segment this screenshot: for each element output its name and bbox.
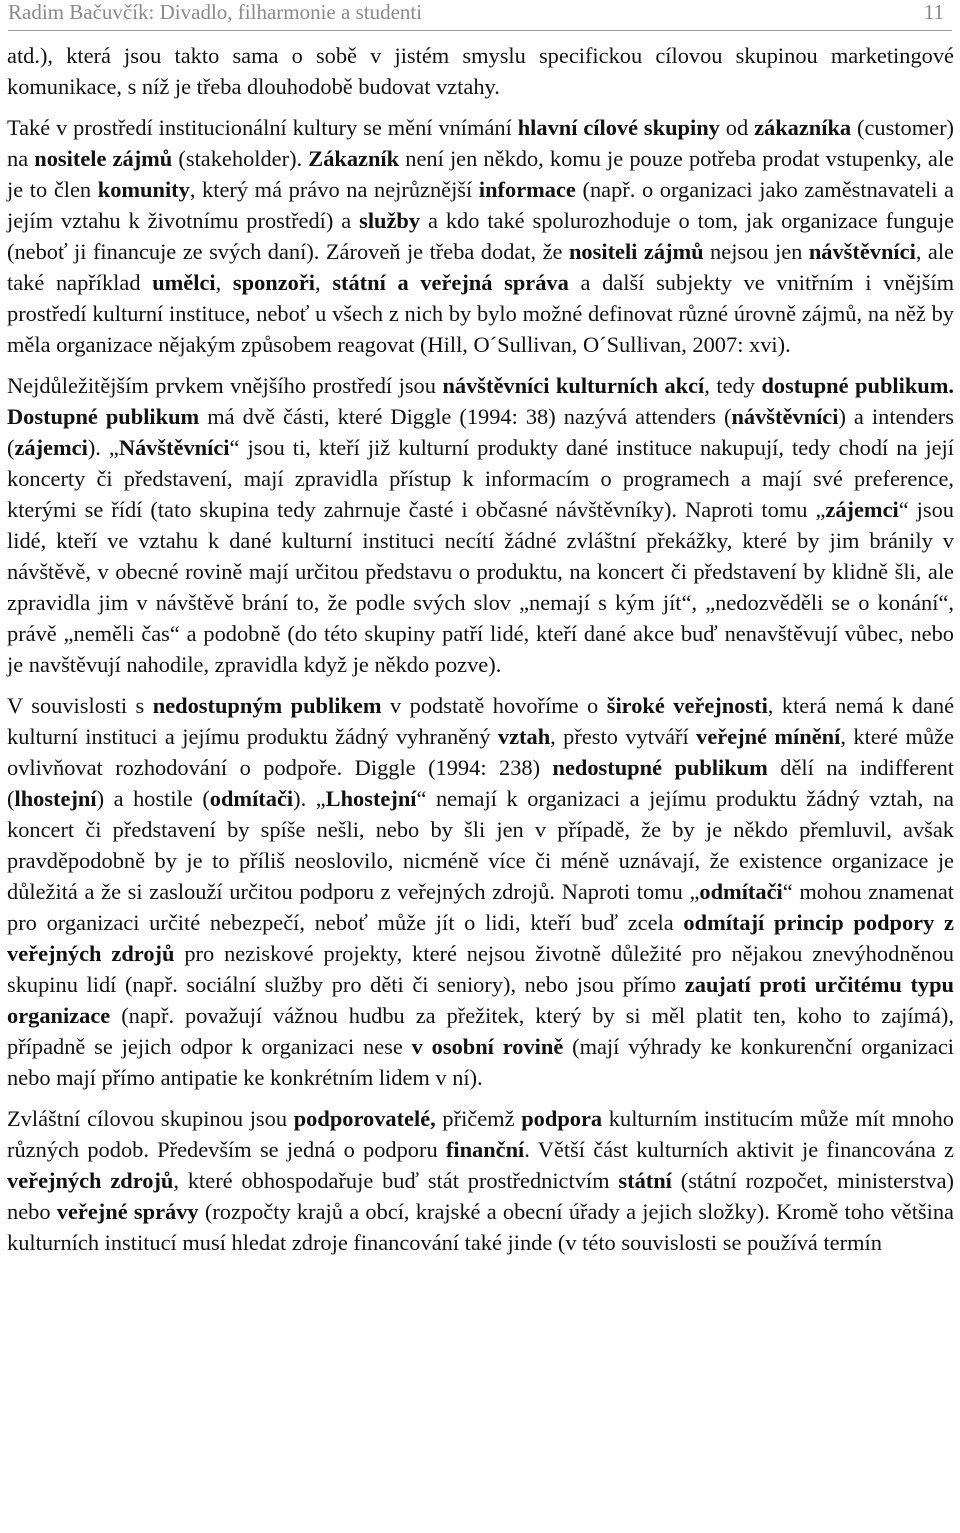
text-run: ). „	[87, 435, 119, 460]
running-title: Radim Bačuvčík: Divadlo, filharmonie a studenti	[8, 0, 423, 24]
bold-text-run: nositeli zájmů	[568, 239, 704, 264]
bold-text-run: finanční	[445, 1137, 525, 1162]
bold-text-run: v osobní rovině	[411, 1034, 564, 1059]
bold-text-run: návštěvníci kulturních akcí	[442, 373, 705, 398]
text-run: a další subjekty ve vnitřním i vnějším prostředí kulturní instituce, neboť u všech z nich by bylo možné definovat různé úrovně zájmů, na něž by měla organizace nějakým způsobem reagovat (Hill, O´Sullivan, O´Sullivan, 2007: xvi).	[7, 270, 955, 357]
text-run: “ jsou ti, kteří již kulturní produkty dané instituce nakupují, tedy chodí na její koncerty či představení, mají zpravidla přístup k informacím o programech a mají své preference, kterými se řídí (tato skupina tedy zahrnuje časté i občasné návštěvníky). Naproti tomu „	[7, 435, 954, 522]
text-run: kulturním institucím může mít mnoho různých podob. Především se jedná o podporu	[7, 1106, 954, 1162]
bold-text-run: návštěvníci	[731, 404, 839, 429]
text-run: (státní rozpočet, ministerstva) nebo	[7, 1168, 955, 1224]
bold-text-run: Lhostejní	[325, 786, 417, 811]
text-run: má dvě části, které Diggle (1994: 38) nazývá attenders (	[199, 404, 732, 429]
paragraph-unavailable-audience	[7, 690, 954, 1093]
paragraph-supporters	[7, 1103, 954, 1258]
text-run: (např. považují vážnou hudbu za přežitek, který by si měl platit ten, koho to zajímá), případně se jejich odpor k organizaci nese	[7, 1003, 954, 1059]
bold-text-run: zájemci	[14, 435, 88, 460]
bold-text-run: odmítači	[699, 879, 783, 904]
page-number: 11	[923, 0, 944, 24]
bold-text-run: informace	[478, 177, 576, 202]
bold-text-run: podpora	[521, 1106, 603, 1131]
bold-text-run: nedostupným publikem	[152, 693, 382, 718]
bold-text-run: státní a veřejná správa	[332, 270, 569, 295]
page-header	[8, 0, 952, 31]
bold-text-run: široké veřejnosti	[606, 693, 768, 718]
text-run: (rozpočty krajů a obcí, krajské a obecní úřady a jejich složky). Kromě toho většina kulturních institucí musí hledat zdroje financování také jinde (v této souvislosti se používá termín	[7, 1199, 954, 1255]
bold-text-run: veřejné správy	[56, 1199, 199, 1224]
bold-text-run: nedostupné publikum	[552, 755, 768, 780]
text-run: (customer) na	[7, 115, 954, 171]
text-run: (stakeholder).	[172, 146, 309, 171]
text-run: “ mohou znamenat pro organizaci určité nebezpečí, neboť může jít o lidi, kteří buď zcela	[7, 879, 954, 935]
text-run: ,	[315, 270, 333, 295]
body-text	[7, 40, 954, 1268]
bold-text-run: veřejných zdrojů	[7, 1168, 174, 1193]
bold-text-run: sponzoři	[232, 270, 316, 295]
bold-text-run: umělci	[152, 270, 216, 295]
paragraph-continuation	[7, 40, 954, 102]
text-run: , ale také například	[7, 239, 954, 295]
text-run: ). „	[293, 786, 326, 811]
bold-text-run: služby	[359, 208, 421, 233]
text-run: nejsou jen	[703, 239, 809, 264]
text-run: , který má právo na nejrůznější	[189, 177, 479, 202]
bold-text-run: komunity	[97, 177, 190, 202]
text-run: “ nemají k organizaci a jejímu produktu žádný vztah, na koncert či představení by spíše nešli, nebo by šli jen v případě, že by je někdo přemluvil, avšak pravděpodobně by je to příliš neoslovilo, nicméně více či méně uznávají, že existence organizace je důležitá a že si zaslouží určitou podporu z veřejných zdrojů. Naproti tomu „	[7, 786, 954, 904]
bold-text-run: odmítači	[209, 786, 294, 811]
text-run: dělí na indifferent (	[7, 755, 954, 811]
text-run: Také v prostředí institucionální kultury se mění vnímání	[7, 115, 518, 140]
text-run: “ jsou lidé, kteří ve vztahu k dané kulturní instituci necítí žádné zvláštní překážky, které by jim bránily v návštěvě, v obecné rovině mají určitou představu o produktu, na koncert či představení by klidně šli, ale zpravidla jim v návštěvě brání to, že podle svých slov „nemají s kým jít“, „nedozvěděli se o konání“, právě „neměli čas“ a podobně (do této skupiny patří lidé, kteří dané akce buď nenavštěvují vůbec, nebo je navštěvují nahodile, zpravidla když je někdo pozve).	[7, 497, 954, 677]
text-run: , která nemá k dané kulturní instituci a jejímu produktu žádný vyhraněný	[7, 693, 955, 749]
bold-text-run: zákazníka	[754, 115, 852, 140]
text-run: . Větší část kulturních aktivit je financována z	[524, 1137, 954, 1162]
bold-text-run: dostupné publikum.	[761, 373, 955, 398]
bold-text-run: veřejné mínění	[696, 724, 841, 749]
text-run: , tedy	[704, 373, 762, 398]
text-run: v podstatě hovoříme o	[381, 693, 607, 718]
text-run: V souvislosti s	[7, 693, 153, 718]
text-run: , které obhospodařuje buď stát prostřednictvím	[173, 1168, 619, 1193]
text-run: Zvláštní cílovou skupinou jsou	[7, 1106, 294, 1131]
bold-text-run: Zákazník	[308, 146, 400, 171]
bold-text-run: Návštěvníci	[118, 435, 230, 460]
text-run: není jen někdo, komu je pouze potřeba prodat vstupenky, ale je to člen	[7, 146, 954, 202]
bold-text-run: zaujatí proti určitému typu organizace	[7, 972, 955, 1028]
bold-text-run: státní	[618, 1168, 672, 1193]
paragraph-stakeholders	[7, 112, 954, 360]
text-run: ) a hostile (	[96, 786, 210, 811]
text-run: a kdo také spolurozhoduje o tom, jak organizace funguje (neboť ji financuje ze svých daní). Zároveň je třeba dodat, že	[7, 208, 955, 264]
text-run: ,	[215, 270, 233, 295]
bold-text-run: zájemci	[825, 497, 899, 522]
bold-text-run: vztah	[497, 724, 551, 749]
text-run: atd.), která jsou takto sama o sobě v jistém smyslu specifickou cílovou skupinou marketingové komunikace, s níž je třeba dlouhodobě budovat vztahy.	[7, 43, 954, 99]
text-run: (např. o organizaci jako zaměstnavateli a jejím vztahu k životnímu prostředí) a	[7, 177, 954, 233]
text-run: přičemž	[435, 1106, 522, 1131]
text-run: pro neziskové projekty, které nejsou životně důležité pro nějakou znevýhodněnou skupinu lidí (např. sociální služby pro děti či seniory), nebo jsou přímo	[7, 941, 954, 997]
bold-text-run: hlavní cílové skupiny	[517, 115, 720, 140]
text-run: , přesto vytváří	[550, 724, 697, 749]
text-run: Nejdůležitějším prvkem vnějšího prostředí jsou	[7, 373, 443, 398]
bold-text-run: Dostupné publikum	[7, 404, 200, 429]
bold-text-run: nositele zájmů	[34, 146, 173, 171]
paragraph-available-audience	[7, 370, 954, 680]
text-run: od	[719, 115, 755, 140]
text-run: ) a intenders (	[7, 404, 954, 460]
text-run: , které může ovlivňovat rozhodování o podpoře. Diggle (1994: 238)	[7, 724, 955, 780]
bold-text-run: odmítají princip podpory z veřejných zdrojů	[7, 910, 954, 966]
bold-text-run: podporovatelé,	[293, 1106, 436, 1131]
text-run: (mají výhrady ke konkurenční organizaci nebo mají přímo antipatie ke konkrétním lidem v ní).	[7, 1034, 954, 1090]
bold-text-run: lhostejní	[14, 786, 97, 811]
bold-text-run: návštěvníci	[808, 239, 916, 264]
